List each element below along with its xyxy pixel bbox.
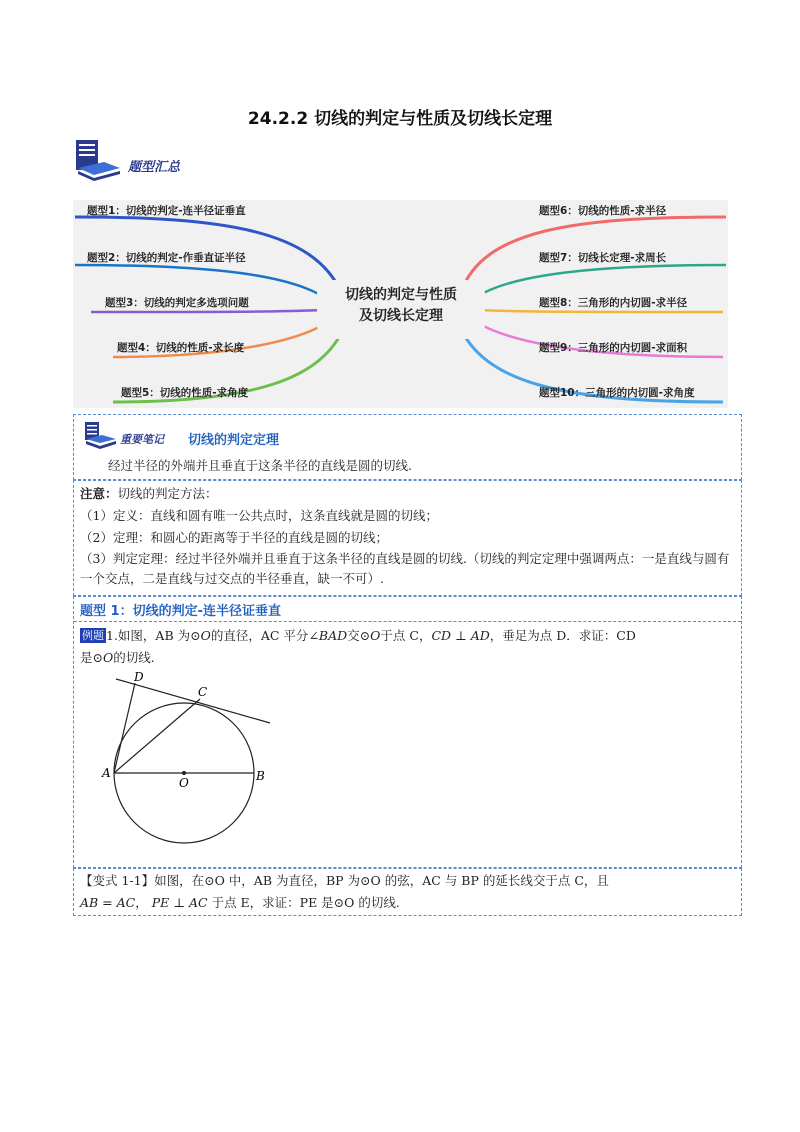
math-ab-eq-ac: AB = AC [80, 895, 136, 910]
variant-head: 【变式 1-1】 [80, 873, 155, 888]
q-part-5: ，垂足为点 D．求证：CD [489, 628, 636, 643]
mindmap-item-right-6: 题型6：切线的性质-求半径 [539, 205, 667, 217]
label-d: D [134, 670, 144, 684]
math-cd-perp-ad: CD ⊥ AD [431, 628, 490, 643]
variant-box [73, 868, 742, 916]
label-b: B [256, 769, 265, 783]
variant-part-2: ， [135, 895, 148, 910]
q-part-2: 的直径，AC 平分 [210, 628, 309, 643]
attention-item-1: （1）定义：直线和圆有唯一公共点时，这条直线就是圆的切线； [80, 508, 438, 523]
mindmap-center [317, 280, 485, 339]
mindmap-item-left-2: 题型2：切线的判定-作垂直证半径 [87, 252, 246, 264]
variant-part-1: 如图，在⊙O 中，AB 为直径，BP 为⊙O 的弦，AC 与 BP 的延长线交于点 C，且 [154, 873, 609, 888]
example-badge: 例题 [82, 629, 104, 642]
segment-ad [114, 683, 135, 773]
section-label: 题型汇总 [128, 160, 181, 175]
attention-head: 注意： [80, 486, 118, 501]
type1-box [73, 596, 742, 868]
note-label: 重要笔记 [120, 433, 164, 446]
q-part-1: 1.如图，AB 为 [106, 628, 191, 643]
attention-item-2: （2）定理：和圆心的距离等于半径的直线是圆的切线； [80, 530, 388, 545]
variant-part-3: 于点 E，求证：PE 是⊙O 的切线. [211, 895, 400, 910]
center-point [182, 771, 186, 775]
mindmap-item-left-1: 题型1：切线的判定-连半径证垂直 [87, 205, 246, 217]
mindmap-center-line2: 及切线长定理 [359, 308, 443, 324]
label-o: O [179, 776, 189, 790]
math-angle-bad: ∠BAD [308, 628, 348, 643]
page-title: 24.2.2 切线的判定与性质及切线长定理 [247, 109, 553, 129]
mindmap-center-line1: 切线的判定与性质 [345, 287, 457, 303]
q-part-7: 的切线. [113, 650, 155, 665]
label-a: A [102, 766, 111, 780]
math-circle-o: ⊙O [190, 628, 211, 643]
mindmap-item-left-3: 题型3：切线的判定多选项问题 [105, 297, 249, 309]
q-part-6: 是 [80, 650, 93, 665]
mindmap-item-left-5: 题型5：切线的性质-求角度 [121, 387, 249, 399]
notes-icon [84, 421, 118, 449]
mindmap-item-right-10: 题型10：三角形的内切圆-求角度 [539, 387, 695, 399]
math-pe-perp-ac: PE ⊥ AC [151, 895, 208, 910]
attention-intro: 切线的判定方法： [117, 486, 218, 501]
type1-question [80, 625, 730, 669]
q-part-3: 交 [347, 628, 360, 643]
mindmap-item-right-8: 题型8：三角形的内切圆-求半径 [539, 297, 688, 309]
mindmap-item-right-9: 题型9：三角形的内切圆-求面积 [539, 342, 688, 354]
mindmap [73, 200, 728, 408]
math-circle-o: ⊙O [92, 650, 114, 665]
segment-ac [114, 699, 200, 773]
variant-text [80, 870, 730, 914]
q-part-4: 于点 C， [380, 628, 432, 643]
attention-box [73, 480, 742, 596]
note-box [73, 414, 742, 480]
mindmap-item-left-4: 题型4：切线的性质-求长度 [117, 342, 245, 354]
book-stack-icon [74, 138, 122, 182]
math-circle-o: ⊙O [359, 628, 381, 643]
attention-content [80, 483, 735, 589]
type1-divider [74, 621, 741, 622]
mindmap-item-right-7: 题型7：切线长定理-求周长 [539, 252, 667, 264]
attention-line [80, 483, 735, 505]
line-dc [116, 679, 270, 723]
note-text: 经过半径的外端并且垂直于这条半径的直线是圆的切线. [108, 458, 412, 473]
label-c: C [198, 685, 208, 699]
geometry-figure [98, 669, 278, 849]
note-title: 切线的判定定理 [188, 433, 280, 448]
type1-heading: 题型 1：切线的判定-连半径证垂直 [80, 604, 281, 619]
attention-item-3: （3）判定定理：经过半径外端并且垂直于这条半径的直线是圆的切线.（切线的判定定理中强调两点：一是直线与圆有一个交点，二是直线与过交点的半径垂直，缺一不可）. [80, 551, 730, 586]
